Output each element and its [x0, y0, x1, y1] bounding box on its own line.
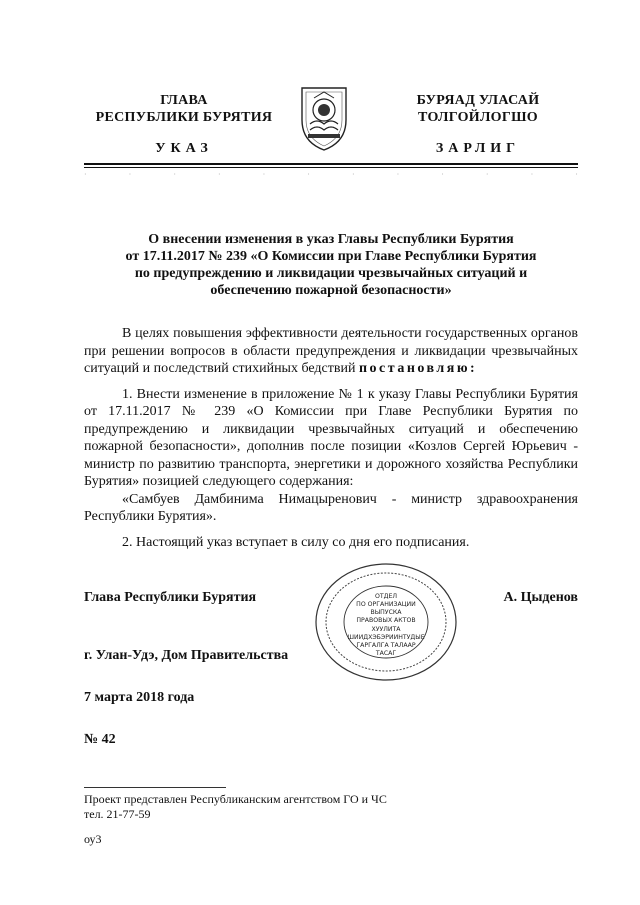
header-right [378, 92, 578, 126]
stamp-line-8: ТАСАГ [375, 650, 397, 657]
item-1-text: 1. Внести изменение в приложение № 1 к указу Главы Республики Бурятия от 17.11.2017 № 239 «О Комиссии при Главе Республики Бурятия по предупреждению и ликвидации чрезвычайных ситуаций и обеспечению пожарной безопасности», дополнив после позиции «Козлов Сергей Юрьевич - министр по развитию транспорта, энергетики и дорожного хозяйства Республики Бурятия» позицией следующего содержания: [84, 386, 578, 489]
signature-position: Глава Республики Бурятия [84, 590, 257, 605]
header-left-line2: РЕСПУБЛИКИ БУРЯТИЯ [95, 110, 273, 125]
title-line-1: О внесении изменения в указ Главы Республики Бурятия [148, 232, 514, 247]
footer-phone: тел. 21-77-59 [84, 807, 151, 821]
footer [84, 792, 578, 847]
header-right-line1: БУРЯАД УЛАСАЙ [416, 93, 540, 108]
signature-place: г. Улан-Удэ, Дом Правительства [84, 648, 289, 663]
stamp-line-5: ХУУЛИТА [371, 626, 401, 633]
document-number: № 42 [84, 732, 116, 747]
stamp-line-2: ПО ОРГАНИЗАЦИИ [356, 601, 416, 608]
preamble-paragraph [84, 325, 578, 378]
doc-type-right: ЗАРЛИГ [435, 141, 521, 156]
signature-date: 7 марта 2018 года [84, 690, 195, 705]
header-right-line2: ТОЛГОЙЛОГШО [418, 110, 538, 125]
title-line-4: обеспечению пожарной безопасности» [210, 283, 452, 298]
stamp-line-4: ПРАВОВЫХ АКТОВ [356, 617, 416, 624]
item-2-text: 2. Настоящий указ вступает в силу со дня его подписания. [122, 534, 470, 550]
footer-code: оу3 [84, 832, 102, 846]
doc-type-left: УКАЗ [155, 141, 213, 156]
footer-rule [84, 787, 226, 788]
stamp-line-7: ГАРГАЛГА ТАЛААР [356, 642, 416, 649]
stamp-line-3: ВЫПУСКА [370, 609, 402, 616]
header-dotted-row: · · · · · · · · · · · · [84, 170, 578, 179]
title-line-2: от 17.11.2017 № 239 «О Комиссии при Главе Республики Бурятия [125, 249, 537, 264]
official-stamp [312, 560, 460, 684]
header-left-line1: ГЛАВА [160, 93, 208, 108]
title-line-3: по предупреждению и ликвидации чрезвычайных ситуаций и [134, 266, 528, 281]
signature-name: А. Цыденов [503, 590, 578, 605]
document-body [84, 325, 578, 559]
preamble-text: В целях повышения эффективности деятельности государственных органов при решении вопросов в области предупреждения и ликвидации чрезвычайных ситуаций и последствий стихийных бедствий [84, 326, 578, 376]
header-rule-thin [84, 167, 578, 168]
stamp-line-1: ОТДЕЛ [374, 593, 398, 600]
footer-note: Проект представлен Республиканским агентством ГО и ЧС [84, 792, 387, 806]
header-rule-thick [84, 163, 578, 165]
item-1-insert-text: «Самбуев Дамбинима Нимацыренович - министр здравоохранения Республики Бурятия». [84, 491, 578, 524]
document-title [84, 231, 578, 299]
stamp-line-6: ШИИДХЭБЭРИИНТУДЫЕ [347, 634, 425, 641]
header-left [84, 92, 284, 126]
item-2-paragraph [84, 534, 578, 552]
coat-of-arms-emblem [296, 80, 352, 152]
decree-word: постановляю: [358, 361, 478, 376]
item-1-insert-paragraph [84, 491, 578, 526]
item-1-paragraph [84, 386, 578, 491]
